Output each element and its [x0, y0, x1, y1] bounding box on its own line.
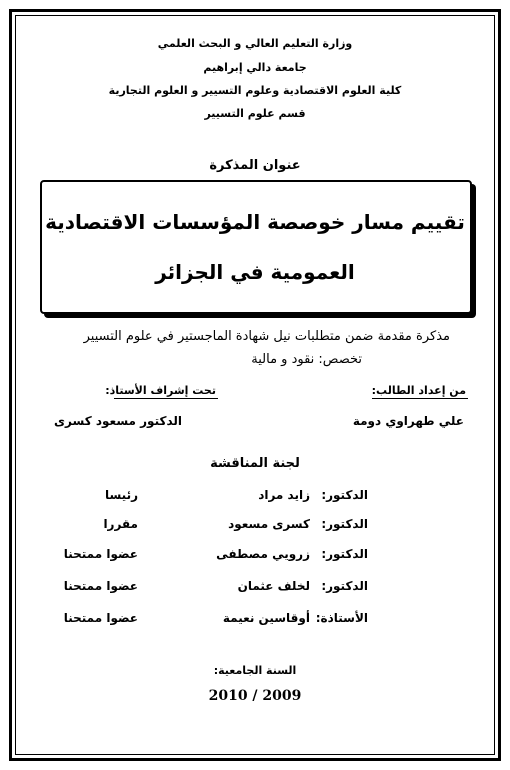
committee-member-role: عضوا ممتحنا	[63, 579, 138, 593]
committee-member-title: الأستاذة:	[315, 611, 368, 625]
university-name: جامعة دالي إبراهيم	[203, 61, 307, 74]
committee-member-name: زايد مراد	[258, 488, 310, 502]
thesis-title-line-2: العمومية في الجزائر	[155, 260, 355, 284]
committee-member-name: زرويي مصطفى	[216, 547, 310, 561]
committee-heading: لجنة المناقشة	[210, 456, 300, 471]
faculty-name: كلية العلوم الاقتصادية وعلوم التسيير و العلوم التجارية	[108, 84, 402, 97]
committee-member-role: عضوا ممتحنا	[63, 547, 138, 561]
memo-title-label: عنوان المذكرة	[209, 158, 301, 173]
supervisor-label-underline	[114, 398, 218, 399]
student-label-underline	[372, 398, 468, 399]
academic-year-value: 2010 / 2009	[208, 688, 302, 704]
committee-member-name: أوقاسين نعيمة	[222, 611, 310, 625]
committee-member-title: الدكتور:	[321, 488, 368, 502]
thesis-description: مذكرة مقدمة ضمن متطلبات نيل شهادة الماجستير في علوم التسيير	[83, 329, 450, 344]
committee-member-title: الدكتور:	[321, 579, 368, 593]
committee-member-role: رئيسا	[104, 488, 138, 502]
department-name: قسم علوم التسيير	[204, 107, 306, 120]
academic-year-label: السنة الجامعية:	[213, 664, 297, 677]
committee-member-title: الدكتور:	[321, 517, 368, 531]
committee-member-role: مقررا	[103, 517, 138, 531]
specialization: تخصص: نقود و مالية	[251, 352, 362, 367]
committee-member-title: الدكتور:	[321, 547, 368, 561]
student-label: من إعداد الطالب:	[371, 384, 466, 397]
title-box	[40, 180, 472, 314]
thesis-title-line-1: تقييم مسار خوصصة المؤسسات الاقتصادية	[45, 210, 465, 234]
supervisor-name: الدكتور مسعود كسرى	[54, 414, 182, 428]
student-name: علي طهراوي دومة	[352, 414, 464, 428]
ministry-name: وزارة التعليم العالي و البحث العلمي	[157, 37, 353, 50]
committee-member-role: عضوا ممتحنا	[63, 611, 138, 625]
committee-member-name: كسرى مسعود	[228, 517, 310, 531]
committee-member-name: لخلف عثمان	[237, 579, 310, 593]
supervisor-label: تحت إشراف الأستاذ:	[105, 384, 216, 397]
